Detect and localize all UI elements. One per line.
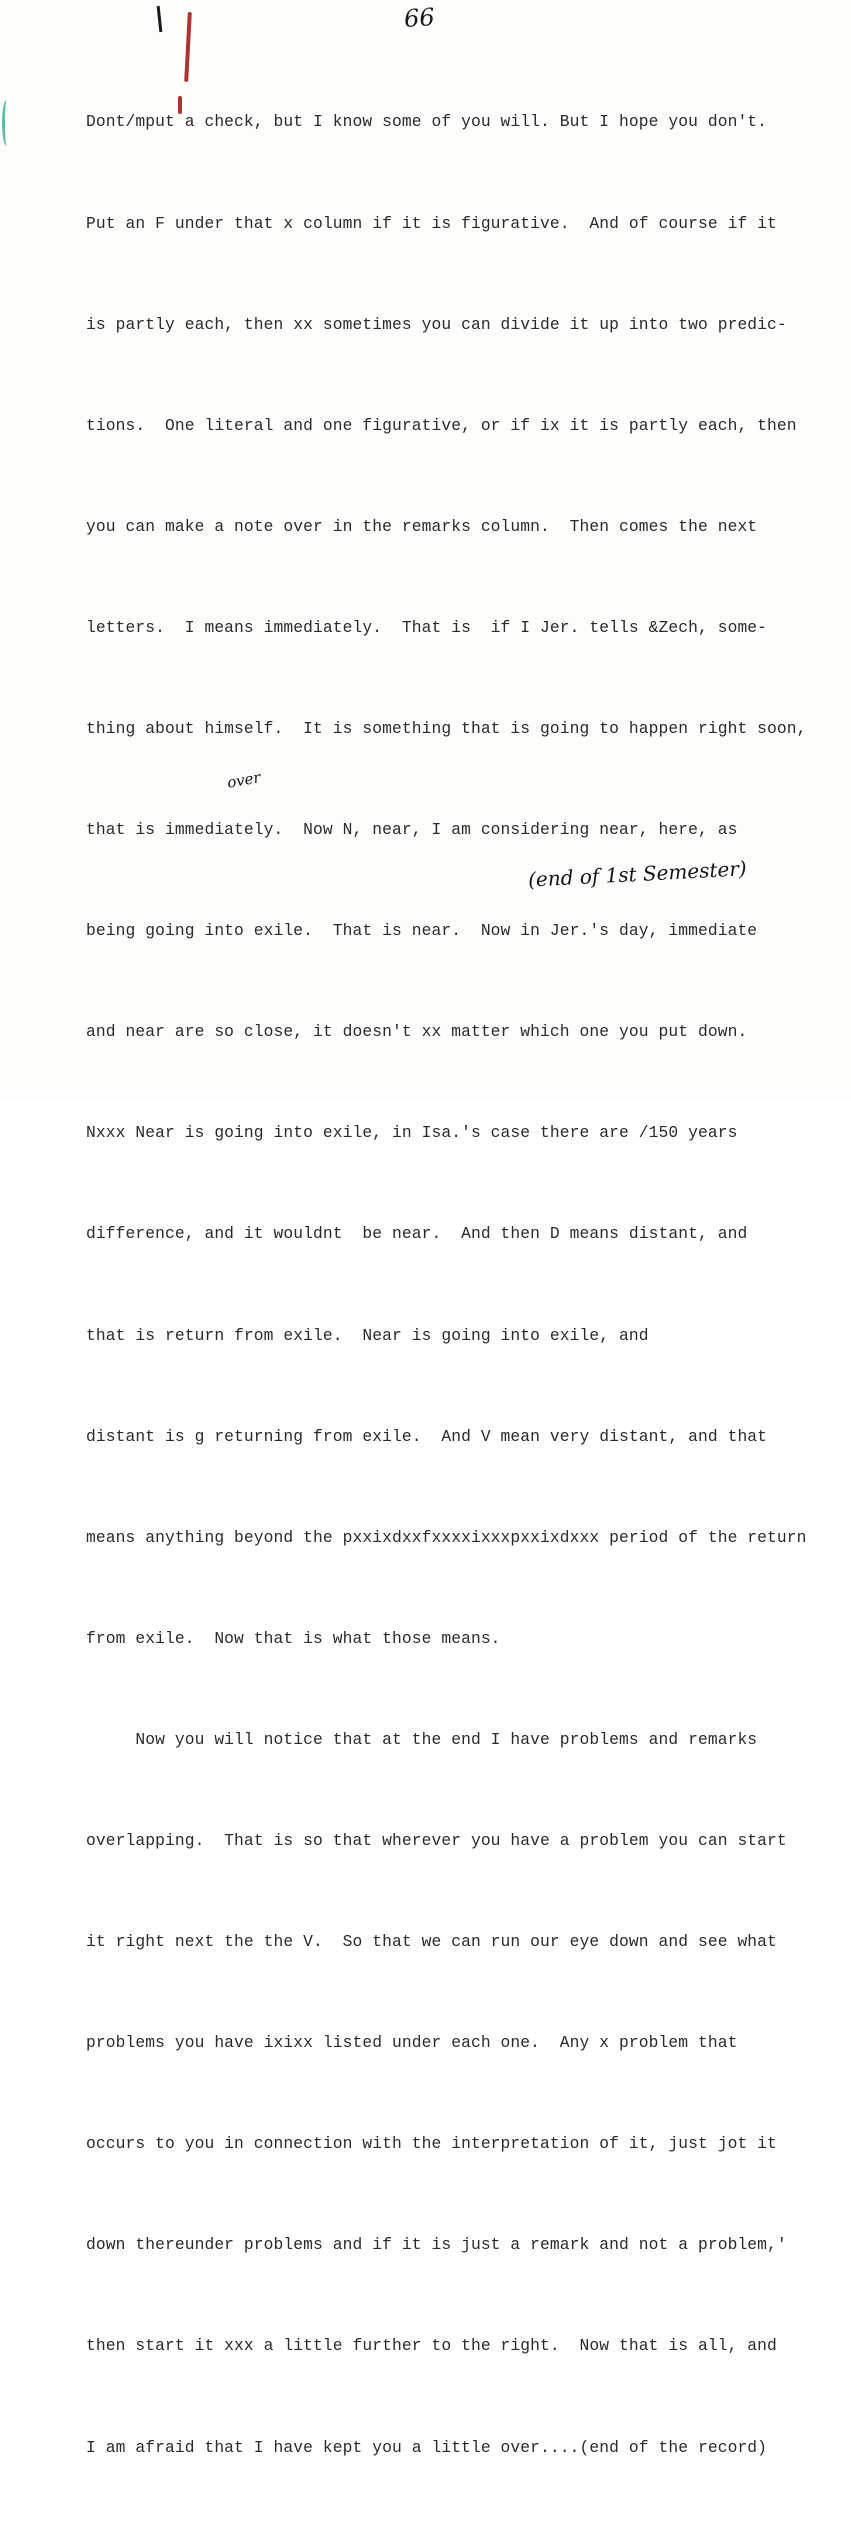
text-line: from exile. Now that is what those means.: [86, 1628, 501, 1648]
text-line: thing about himself. It is something that is going to happen right soon,: [86, 718, 807, 738]
handwritten-insertion: over: [225, 768, 262, 792]
pen-mark: [157, 6, 163, 32]
handwritten-closing-note: (end of 1st Semester): [527, 856, 748, 892]
text-line: is partly each, then xx sometimes you can divide it up into two predic-: [86, 314, 787, 334]
text-line: Dont/mput a check, but I know some of you will. But I hope you don't.: [86, 112, 768, 132]
text-line: it right next the the V. So that we can run our eye down and see what: [86, 1932, 777, 1952]
text-line: difference, and it wouldnt be near. And then D means distant, and: [86, 1224, 748, 1244]
text-line: letters. I means immediately. That is if I Jer. tells &Zech, some-: [86, 617, 768, 637]
text-line: overlapping. That is so that wherever you have a problem you can start: [86, 1831, 787, 1850]
text-line: Now you will notice that at the end I have problems and remarks: [86, 1729, 758, 1749]
text-line: means anything beyond the pxxixdxxfxxxxixxxpxxixdxxx period of the return: [86, 1527, 807, 1547]
text-line: tions. One literal and one figurative, or if ix it is partly each, then: [86, 415, 797, 435]
text-line: Nxxx Near is going into exile, in Isa.'s case there are /150 years: [86, 1123, 738, 1143]
text-line: that is immediately. Now N, near, I am considering near, here, as: [86, 820, 738, 840]
text-line: distant is g returning from exile. And V mean very distant, and that: [86, 1426, 768, 1446]
text-line: down thereunder problems and if it is just a remark and not a problem,': [86, 2235, 787, 2255]
text-line: I am afraid that I have kept you a little over....(end of the record): [86, 2437, 768, 2457]
text-line: you can make a note over in the remarks column. Then comes the next: [86, 516, 758, 536]
text-line: Put an F under that x column if it is figurative. And of course if it: [86, 213, 777, 233]
text-line: occurs to you in connection with the interpretation of it, just jot it: [86, 2134, 777, 2154]
margin-mark: [2, 100, 11, 146]
typed-text: [86, 38, 821, 2532]
text-line: being going into exile. That is near. Now in Jer.'s day, immediate: [86, 921, 758, 941]
text-line: that is return from exile. Near is going into exile, and: [86, 1325, 649, 1345]
text-line: and near are so close, it doesn't xx matter which one you put down.: [86, 1022, 748, 1042]
text-line: problems you have ixixx listed under each one. Any x problem that: [86, 2033, 738, 2053]
text-line: then start it xxx a little further to the right. Now that is all, and: [86, 2336, 777, 2356]
page-number: 66: [403, 2, 436, 34]
